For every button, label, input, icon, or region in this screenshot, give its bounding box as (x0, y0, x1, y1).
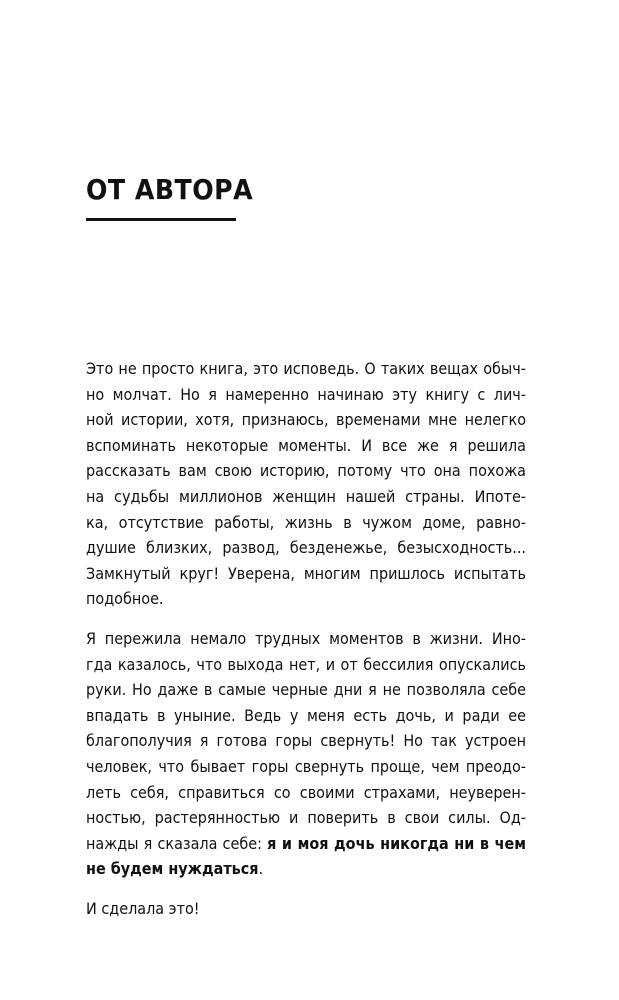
text-line-mixed (86, 831, 526, 857)
text-line: вспоминать некоторые моменты. И все же я решила (86, 435, 526, 455)
plain-text: нажды я сказала себе: (86, 833, 268, 853)
paragraph-3 (86, 896, 526, 922)
text-line: человек, что бывает горы свернуть проще, чем преодо- (86, 756, 526, 776)
text-line: благополучия я готова горы свернуть! Но так устроен (86, 731, 526, 751)
plain-text: . (258, 859, 264, 879)
text-line: Я пережила немало трудных моментов в жизни. Ино- (86, 628, 526, 648)
bold-text: я и моя дочь никогда ни в чем (267, 833, 526, 853)
text-line: руки. Но даже в самые черные дни я не позволяла себе (86, 680, 526, 700)
text-line: но молчат. Но я намеренно начинаю эту книгу с лич- (86, 384, 526, 404)
chapter-heading: ОТ АВТОРА (86, 173, 254, 206)
text-line: впадать в уныние. Ведь у меня есть дочь, и ради ее (86, 705, 526, 725)
bold-text: не будем нуждаться (86, 859, 259, 879)
text-line: гда казалось, что выхода нет, и от бессилия опускались (86, 654, 526, 674)
text-line: на судьбы миллионов женщин нашей страны. Ипоте- (86, 486, 526, 506)
heading-underline (86, 218, 236, 221)
text-line: подобное. (86, 589, 164, 609)
text-line: ной истории, хотя, признаюсь, временами мне нелегко (86, 410, 526, 430)
text-line: ностью, растерянностью и поверить в свои силы. Од- (86, 808, 526, 828)
text-line: душие близких, развод, безденежье, безысходность... (86, 538, 526, 558)
text-line: Замкнутый круг! Уверена, многим пришлось испытать (86, 563, 526, 583)
paragraph-2 (86, 626, 526, 882)
body-text (86, 356, 526, 935)
text-line: леть себя, справиться со своими страхами, неуверен- (86, 782, 526, 802)
text-line-final (86, 856, 526, 882)
paragraph-1 (86, 356, 526, 612)
text-line: ка, отсутствие работы, жизнь в чужом доме, равно- (86, 512, 526, 532)
text-line: И сделала это! (86, 898, 200, 918)
text-line: Это не просто книга, это исповедь. О таких вещах обыч- (86, 359, 526, 378)
text-line: рассказать вам свою историю, потому что она похожа (86, 461, 526, 481)
